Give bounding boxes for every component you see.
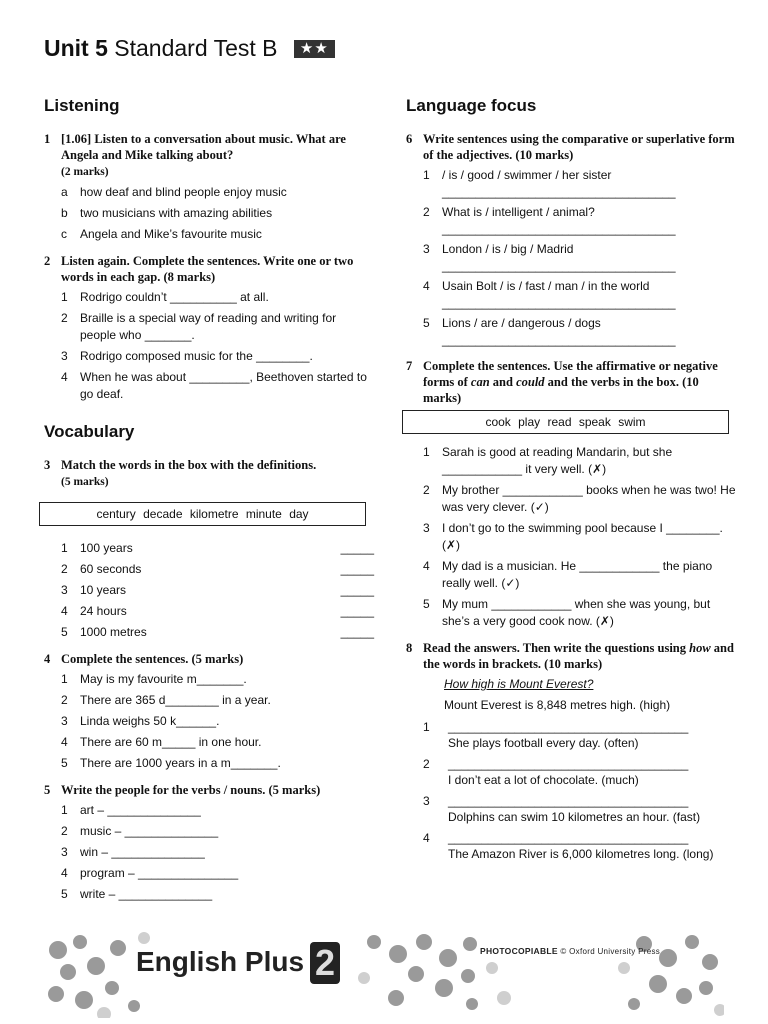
answer-blank: _____ xyxy=(340,541,374,555)
list-item: 2 My brother ____________ books when he was two! He was very clever. (✓) xyxy=(423,483,736,514)
left-column xyxy=(44,95,374,913)
list-item: 2 music – ______________ xyxy=(61,824,219,838)
exercise-instruction: Read the answers. Then write the questions using how and the words in brackets. (10 marks) xyxy=(423,641,734,671)
footer-banner xyxy=(44,928,724,1018)
list-item: 1 May is my favourite m_______. xyxy=(61,672,247,686)
list-item: 4 My dad is a musician. He ____________ the piano really well. (✓) xyxy=(423,559,713,590)
answer-line: ___________________________________ xyxy=(442,222,676,236)
exercise-2 xyxy=(44,253,374,403)
exercise-number: 4 xyxy=(44,652,51,666)
list-item: 4 24 hours _____ xyxy=(61,604,374,618)
exercise-instruction: Complete the sentences. (5 marks) xyxy=(61,652,244,666)
section-heading-listening: Listening xyxy=(44,96,120,115)
list-item: 1 Sarah is good at reading Mandarin, but she ____________ it very well. (✗) xyxy=(423,445,673,476)
exercise-number: 5 xyxy=(44,783,51,797)
list-item: 5 1000 metres _____ xyxy=(61,625,374,639)
exercise-instruction: [1.06] Listen to a conversation about music. What are Angela and Mike talking about? xyxy=(61,132,346,162)
exercise-number: 1 xyxy=(44,132,51,146)
exercise-instruction: Complete the sentences. Use the affirmative or negative forms of can and could and the verbs in the box. (10 marks) xyxy=(423,359,718,405)
answer-line: ____________________________________ xyxy=(448,757,689,771)
list-item: 3 Linda weighs 50 k______. xyxy=(61,714,220,728)
list-item: 1 art – ______________ xyxy=(61,803,201,817)
list-item: 2 Braille is a special way of reading and writing for people who _______. xyxy=(61,311,337,342)
exercise-number: 6 xyxy=(406,132,413,146)
exercise-instruction: Listen again. Complete the sentences. Write one or two words in each gap. (8 marks) xyxy=(61,254,354,284)
exercise-instruction: Match the words in the box with the definitions. xyxy=(61,458,317,472)
page-title xyxy=(44,33,335,63)
answer-line: ____________________________________ xyxy=(448,720,689,734)
list-item: 4 When he was about _________, Beethoven started to go deaf. xyxy=(61,370,367,401)
exercise-7 xyxy=(406,358,736,630)
list-item: 2 ____________________________________ I don’t eat a lot of chocolate. (much) xyxy=(423,756,736,789)
word-box: century decade kilometre minute day xyxy=(39,502,366,526)
exercise-marks: (2 marks) xyxy=(61,166,109,178)
unit-label: Unit 5 xyxy=(44,35,108,61)
answer-blank: _____ xyxy=(340,562,374,576)
exercise-instruction: Write sentences using the comparative or superlative form of the adjectives. (10 marks) xyxy=(423,132,735,162)
list-item: 5 write – ______________ xyxy=(61,887,213,901)
exercise-number: 2 xyxy=(44,254,51,268)
list-item: 2 What is / intelligent / animal? ___________________________________ xyxy=(423,204,736,237)
list-item: 3 I don’t go to the swimming pool because I ________. (✗) xyxy=(423,521,723,552)
exercise-4 xyxy=(44,651,374,772)
exercise-number: 8 xyxy=(406,641,413,655)
list-item: 2 There are 365 d________ in a year. xyxy=(61,693,271,707)
exercise-6 xyxy=(406,131,736,348)
list-item: 4 ____________________________________ The Amazon River is 6,000 kilometres long. (long) xyxy=(423,830,736,863)
section-heading-language-focus: Language focus xyxy=(406,96,537,115)
list-item: 4 Usain Bolt / is / fast / man / in the world ___________________________________ xyxy=(423,278,736,311)
list-item: 3 10 years _____ xyxy=(61,583,374,597)
list-item: 3 ____________________________________ Dolphins can swim 10 kilometres an hour. (fast) xyxy=(423,793,736,826)
answer-blank: _____ xyxy=(340,625,374,639)
example-question: How high is Mount Everest? Mount Everest is 8,848 metres high. (high) xyxy=(444,677,671,712)
exercise-number: 3 xyxy=(44,458,51,472)
list-item: 5 Lions / are / dangerous / dogs ___________________________________ xyxy=(423,315,736,348)
list-item: a how deaf and blind people enjoy music xyxy=(61,185,287,199)
answer-line: ___________________________________ xyxy=(442,296,676,310)
list-item: 5 My mum ____________ when she was young, but she’s a very good cook now. (✗) xyxy=(423,597,711,628)
answer-line: ___________________________________ xyxy=(442,259,676,273)
exercise-8 xyxy=(406,640,736,863)
exercise-5 xyxy=(44,782,374,903)
answer-blank: _____ xyxy=(340,583,374,597)
list-item: 4 program – _______________ xyxy=(61,866,239,880)
list-item: 3 Rodrigo composed music for the ________. xyxy=(61,349,313,363)
list-item: 1 Rodrigo couldn’t __________ at all. xyxy=(61,290,269,304)
list-item: 5 There are 1000 years in a m_______. xyxy=(61,756,281,770)
list-item: c Angela and Mike’s favourite music xyxy=(61,227,262,241)
list-item: 1 / is / good / swimmer / her sister ___________________________________ xyxy=(423,167,736,200)
difficulty-stars: ★★ xyxy=(294,40,335,58)
exercise-1 xyxy=(44,131,374,243)
list-item: 4 There are 60 m_____ in one hour. xyxy=(61,735,262,749)
copyright-notice: PHOTOCOPIABLE © Oxford University Press xyxy=(480,946,661,956)
list-item: 3 London / is / big / Madrid ___________________________________ xyxy=(423,241,736,274)
right-column xyxy=(406,95,736,873)
answer-line: ___________________________________ xyxy=(442,185,676,199)
verb-box: cook play read speak swim xyxy=(402,410,729,434)
answer-line: ____________________________________ xyxy=(448,794,689,808)
exercise-marks: (5 marks) xyxy=(61,476,109,488)
answer-blank: _____ xyxy=(340,604,374,618)
list-item: b two musicians with amazing abilities xyxy=(61,206,273,220)
exercise-instruction: Write the people for the verbs / nouns. (5 marks) xyxy=(61,783,321,797)
answer-line: ___________________________________ xyxy=(442,333,676,347)
list-item: 1 100 years _____ xyxy=(61,541,374,555)
list-item: 3 win – ______________ xyxy=(61,845,205,859)
test-title: Standard Test B xyxy=(114,35,278,61)
answer-line: ____________________________________ xyxy=(448,831,689,845)
exercise-3 xyxy=(44,457,374,641)
list-item: 1 ____________________________________ She plays football every day. (often) xyxy=(423,719,736,752)
exercise-number: 7 xyxy=(406,359,413,373)
list-item: 2 60 seconds _____ xyxy=(61,562,374,576)
section-heading-vocabulary: Vocabulary xyxy=(44,422,135,441)
brand-logo: English Plus 2 xyxy=(136,942,340,984)
